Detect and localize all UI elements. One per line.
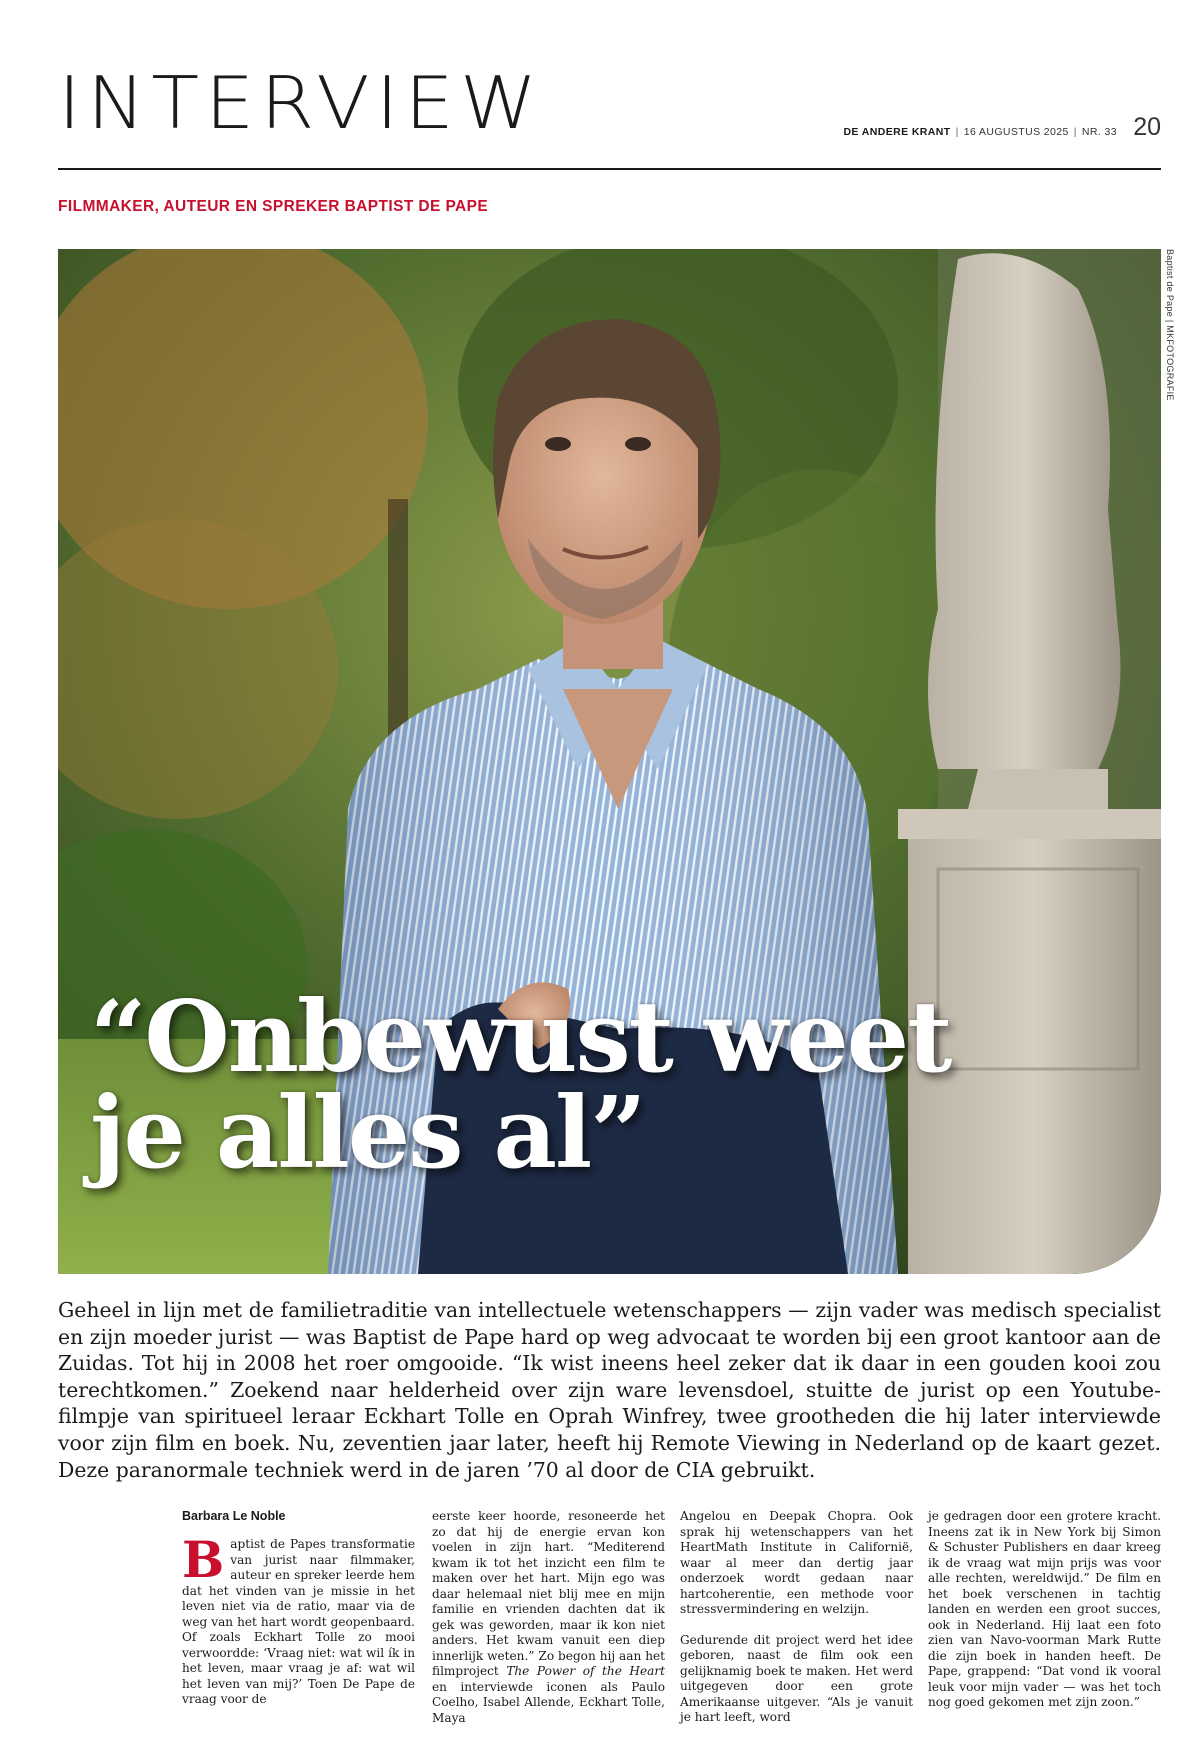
headline-line-2: je alles al” (90, 1076, 645, 1192)
column-2-text: eerste keer hoorde, resoneerde het zo dat hij de energie ervan kon voelen in zijn hart. “Mediterend kwam ik tot het inzicht een film te maken over het hart. Mijn ego was daar helemaal niet blij mee en mijn familie en vrienden dachten dat ik gek was geworden, maar ik kon niet anders. Het kwam vanuit een diep innerlijk weten.” Zo begon hij aan het filmproject (432, 1509, 665, 1678)
article-column-2 (432, 1509, 665, 1726)
photo-credit: Baptist de Pape | MKFOTOGRAFIE (1165, 249, 1175, 401)
issue-number: NR. 33 (1081, 126, 1117, 138)
headline-line-1: “Onbewust weet (90, 980, 951, 1095)
column-1-text: aptist de Papes transformatie van jurist naar filmmaker, auteur en spreker leerde hem dat het vinden van je missie in het leven niet via de ratio, maar via de weg van het hart wordt geopenbaard. Of zoals Eckhart Tolle zo mooi verwoordde: ‘Vraag niet: wat wil ík in het leven, maar vraag je af: wat wil het leven van mij?’ Toen De Pape de vraag voor de (182, 1537, 415, 1706)
kicker: FILMMAKER, AUTEUR EN SPREKER BAPTIST DE PAPE (58, 198, 489, 215)
film-title: The Power of the Heart (506, 1664, 665, 1678)
masthead-meta (843, 126, 1117, 138)
separator: | (1073, 126, 1077, 138)
column-3-paragraph-2: Gedurende dit project werd het idee geboren, naast de film ook een gelijknamig boek te maken. Het werd uitgegeven door een grote Amerikaanse uitgever. “Als je vanuit je hart leeft, word (680, 1632, 913, 1724)
portrait-photo (58, 249, 1161, 1274)
author-byline: Barbara Le Noble (182, 1509, 286, 1523)
separator: | (955, 126, 959, 138)
dropcap: B (182, 1530, 225, 1589)
column-2-end: en interviewde iconen als Paulo Coelho, Isabel Allende, Eckhart Tolle, Maya (432, 1679, 665, 1725)
issue-date: 16 AUGUSTUS 2025 (963, 126, 1069, 138)
header-rule (58, 168, 1161, 170)
section-title: INTERVIEW (58, 62, 543, 146)
column-4-text: je gedragen door een grotere kracht. Ineens zat ik in New York bij Simon & Schuster Publishers en daar kreeg ik de vraag wat mijn prijs was voor alle rechten, wereldwijd.” De film en het boek verschenen in tachtig landen en werden een groot succes, ook in Nederland. Hij laat een foto zien van Navo-voorman Mark Rutte die zijn boek in handen heeft. De Pape, grappend: “Dat vond ik vooral leuk voor mijn vader — was het toch nog goed gekomen met zijn zoon.” (928, 1509, 1161, 1709)
publication-name: DE ANDERE KRANT (843, 126, 951, 138)
column-3-paragraph-1: Angelou en Deepak Chopra. Ook sprak hij wetenschappers van het HeartMath Institute in Californië, waar al meer dan dertig jaar onderzoek wordt gedaan naar hartcoherentie, een methode voor stressvermindering en welzijn. (680, 1509, 913, 1616)
article-column-1 (182, 1530, 415, 1708)
headline (90, 980, 1090, 1192)
page-number: 20 (1133, 113, 1161, 141)
lede: Geheel in lijn met de familietraditie van intellectuele wetenschappers — zijn vader was medisch specialist en zijn moeder jurist — was Baptist de Pape hard op weg advocaat te worden bij een groot kantoor aan de Zuidas. Tot hij in 2008 het roer omgooide. “Ik wist ineens heel zeker dat ik daar in een gouden kooi zou terechtkomen.” Zoekend naar helderheid over zijn ware levensdoel, stuitte de jurist op een Youtube-filmpje van spiritueel leraar Eckhart Tolle en Oprah Winfrey, twee grootheden die hij later interviewde voor zijn film en boek. Nu, zeventien jaar later, heeft hij Remote Viewing in Nederland op de kaart gezet. Deze paranormale techniek werd in de jaren ’70 al door de CIA gebruikt. (58, 1298, 1161, 1482)
article-column-4 (928, 1509, 1161, 1711)
article-column-3 (680, 1509, 913, 1726)
